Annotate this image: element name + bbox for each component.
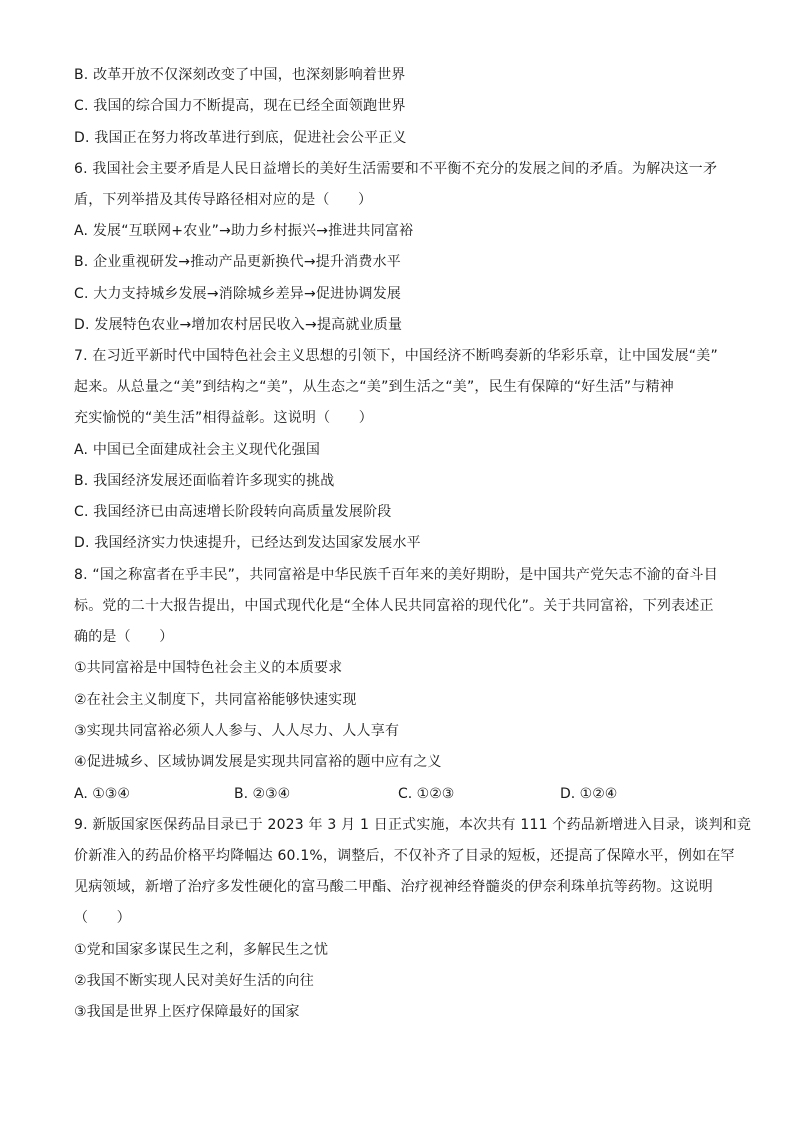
q7-option-b: B. 我国经济发展还面临着许多现实的挑战 [74, 473, 335, 489]
q9-stem-line-3: 见病领域，新增了治疗多发性硬化的富马酸二甲酯、治疗视神经脊髓炎的伊奈利珠单抗等药物。这说明 [74, 879, 713, 895]
q5-option-c: C. 我国的综合国力不断提高，现在已经全面领跑世界 [74, 98, 406, 114]
q5-option-b: B. 改革开放不仅深刻改变了中国，也深刻影响着世界 [74, 67, 406, 83]
q7-option-c: C. 我国经济已由高速增长阶段转向高质量发展阶段 [74, 504, 392, 520]
q6-option-c: C. 大力支持城乡发展→消除城乡差异→促进协调发展 [74, 286, 402, 302]
q7-stem-line-1: 7. 在习近平新时代中国特色社会主义思想的引领下，中国经济不断鸣奏新的华彩乐章，让中国发展“美” [74, 348, 718, 364]
q7-option-a: A. 中国已全面建成社会主义现代化强国 [74, 442, 321, 458]
q9-stem-line-4: （ ） [74, 910, 131, 926]
q8-option-c: C. ①②③ [398, 786, 455, 802]
q8-option-d: D. ①②④ [560, 786, 618, 802]
q7-option-d: D. 我国经济实力快速提升，已经达到发达国家发展水平 [74, 535, 421, 551]
q8-stem-line-2: 标。党的二十大报告提出，中国式现代化是“全体人民共同富裕的现代化”。关于共同富裕，下列表述正 [74, 598, 714, 614]
q8-statement-1: ①共同富裕是中国特色社会主义的本质要求 [74, 660, 343, 676]
q8-stem-line-1: 8. “国之称富者在乎丰民”，共同富裕是中华民族千百年来的美好期盼，是中国共产党矢志不渝的奋斗目 [74, 567, 718, 583]
q8-option-a: A. ①③④ [74, 786, 130, 802]
q9-stem-line-1: 9. 新版国家医保药品目录已于 2023 年 3 月 1 日正式实施，本次共有 111 个药品新增进入目录，谈判和竞 [74, 817, 752, 833]
q6-stem-line-1: 6. 我国社会主要矛盾是人民日益增长的美好生活需要和不平衡不充分的发展之间的矛盾。为解决这一矛 [74, 161, 718, 177]
q8-options-row [74, 784, 724, 804]
q6-option-d: D. 发展特色农业→增加农村居民收入→提高就业质量 [74, 317, 403, 333]
q7-stem-line-2: 起来。从总量之“美”到结构之“美”，从生态之“美”到生活之“美”，民生有保障的“好生活”与精神 [74, 379, 674, 395]
q9-statement-1: ①党和国家多谋民生之利，多解民生之忧 [74, 942, 329, 958]
q9-stem-line-2: 价新准入的药品价格平均降幅达 60.1%，调整后，不仅补齐了目录的短板，还提高了保障水平，例如在罕 [74, 848, 735, 864]
q8-statement-4: ④促进城乡、区域协调发展是实现共同富裕的题中应有之义 [74, 754, 442, 770]
q8-stem-line-3: 确的是（ ） [74, 629, 174, 645]
q9-statement-3: ③我国是世界上医疗保障最好的国家 [74, 1004, 300, 1020]
q9-statement-2: ②我国不断实现人民对美好生活的向往 [74, 973, 314, 989]
q5-option-d: D. 我国正在努力将改革进行到底，促进社会公平正义 [74, 130, 407, 146]
q6-stem-line-2: 盾，下列举措及其传导路径相对应的是（ ） [74, 192, 373, 208]
q7-stem-line-3: 充实愉悦的“美生活”相得益彰。这说明（ ） [74, 410, 373, 426]
q6-option-a: A. 发展“互联网+农业”→助力乡村振兴→推进共同富裕 [74, 223, 414, 239]
q8-statement-2: ②在社会主义制度下，共同富裕能够快速实现 [74, 692, 357, 708]
q6-option-b: B. 企业重视研发→推动产品更新换代→提升消费水平 [74, 254, 401, 270]
q8-option-b: B. ②③④ [234, 786, 291, 802]
q8-statement-3: ③实现共同富裕必须人人参与、人人尽力、人人享有 [74, 723, 400, 739]
